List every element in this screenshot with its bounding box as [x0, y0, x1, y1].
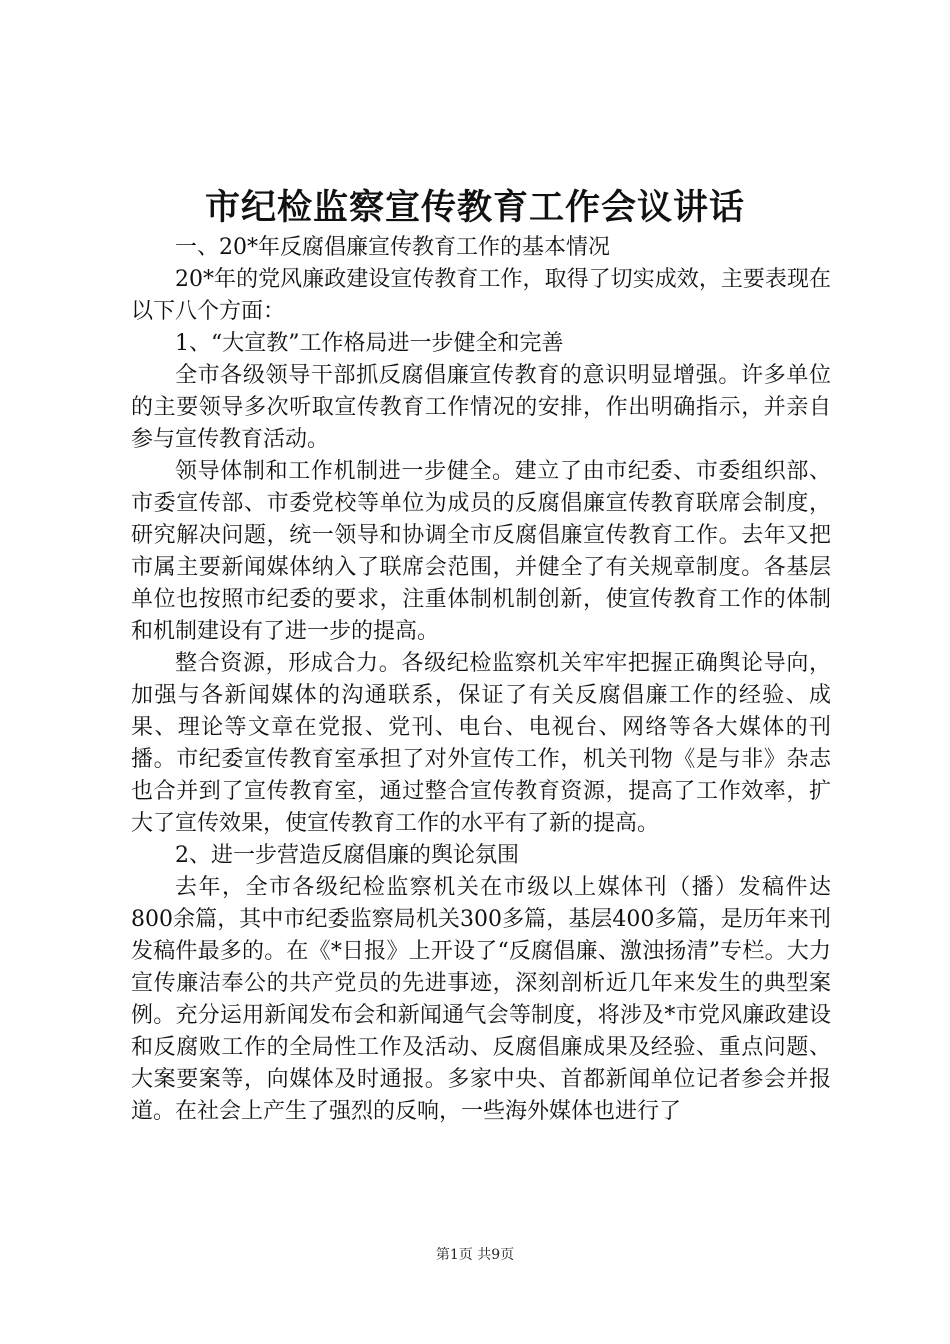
- paragraph: 领导体制和工作机制进一步健全。建立了由市纪委、市委组织部、市委宣传部、市委党校等单位为成员的反腐倡廉宣传教育联席会制度，研究解决问题，统一领导和协调全市反腐倡廉宣传教育工作。去年又把市属主要新闻媒体纳入了联席会范围，并健全了有关规章制度。各基层单位也按照市纪委的要求，注重体制机制创新，使宣传教育工作的体制和机制建设有了进一步的提高。: [131, 459, 831, 644]
- subsection-heading: 1、“大宣教”工作格局进一步健全和完善: [175, 331, 564, 356]
- document-body: [131, 232, 831, 1128]
- document-title: 市纪检监察宣传教育工作会议讲话: [204, 188, 745, 228]
- subsection-heading: 2、进一步营造反腐倡廉的舆论氛围: [175, 843, 519, 868]
- section-heading: 一、20*年反腐倡廉宣传教育工作的基本情况: [175, 235, 610, 260]
- paragraph: 去年，全市各级纪检监察机关在市级以上媒体刊（播）发稿件达800余篇，其中市纪委监察局机关300多篇，基层400多篇，是历年来刊发稿件最多的。在《*日报》上开设了“反腐倡廉、激浊扬清”专栏。大力宣传廉洁奉公的共产党员的先进事迹，深刻剖析近几年来发生的典型案例。充分运用新闻发布会和新闻通气会等制度，将涉及*市党风廉政建设和反腐败工作的全局性工作及活动、反腐倡廉成果及经验、重点问题、大案要案等，向媒体及时通报。多家中央、首都新闻单位记者参会并报道。在社会上产生了强烈的反响，一些海外媒体也进行了: [131, 875, 831, 1124]
- paragraph: 整合资源，形成合力。各级纪检监察机关牢牢把握正确舆论导向，加强与各新闻媒体的沟通联系，保证了有关反腐倡廉工作的经验、成果、理论等文章在党报、党刊、电台、电视台、网络等各大媒体的刊播。市纪委宣传教育室承担了对外宣传工作，机关刊物《是与非》杂志也合并到了宣传教育室，通过整合宣传教育资源，提高了工作效率，扩大了宣传效果，使宣传教育工作的水平有了新的提高。: [131, 651, 831, 836]
- page-number-footer: 第1页 共9页: [435, 1247, 515, 1263]
- paragraph: 全市各级领导干部抓反腐倡廉宣传教育的意识明显增强。许多单位的主要领导多次听取宣传教育工作情况的安排，作出明确指示，并亲自参与宣传教育活动。: [131, 363, 831, 452]
- paragraph: 20*年的党风廉政建设宣传教育工作，取得了切实成效，主要表现在以下八个方面：: [131, 267, 831, 324]
